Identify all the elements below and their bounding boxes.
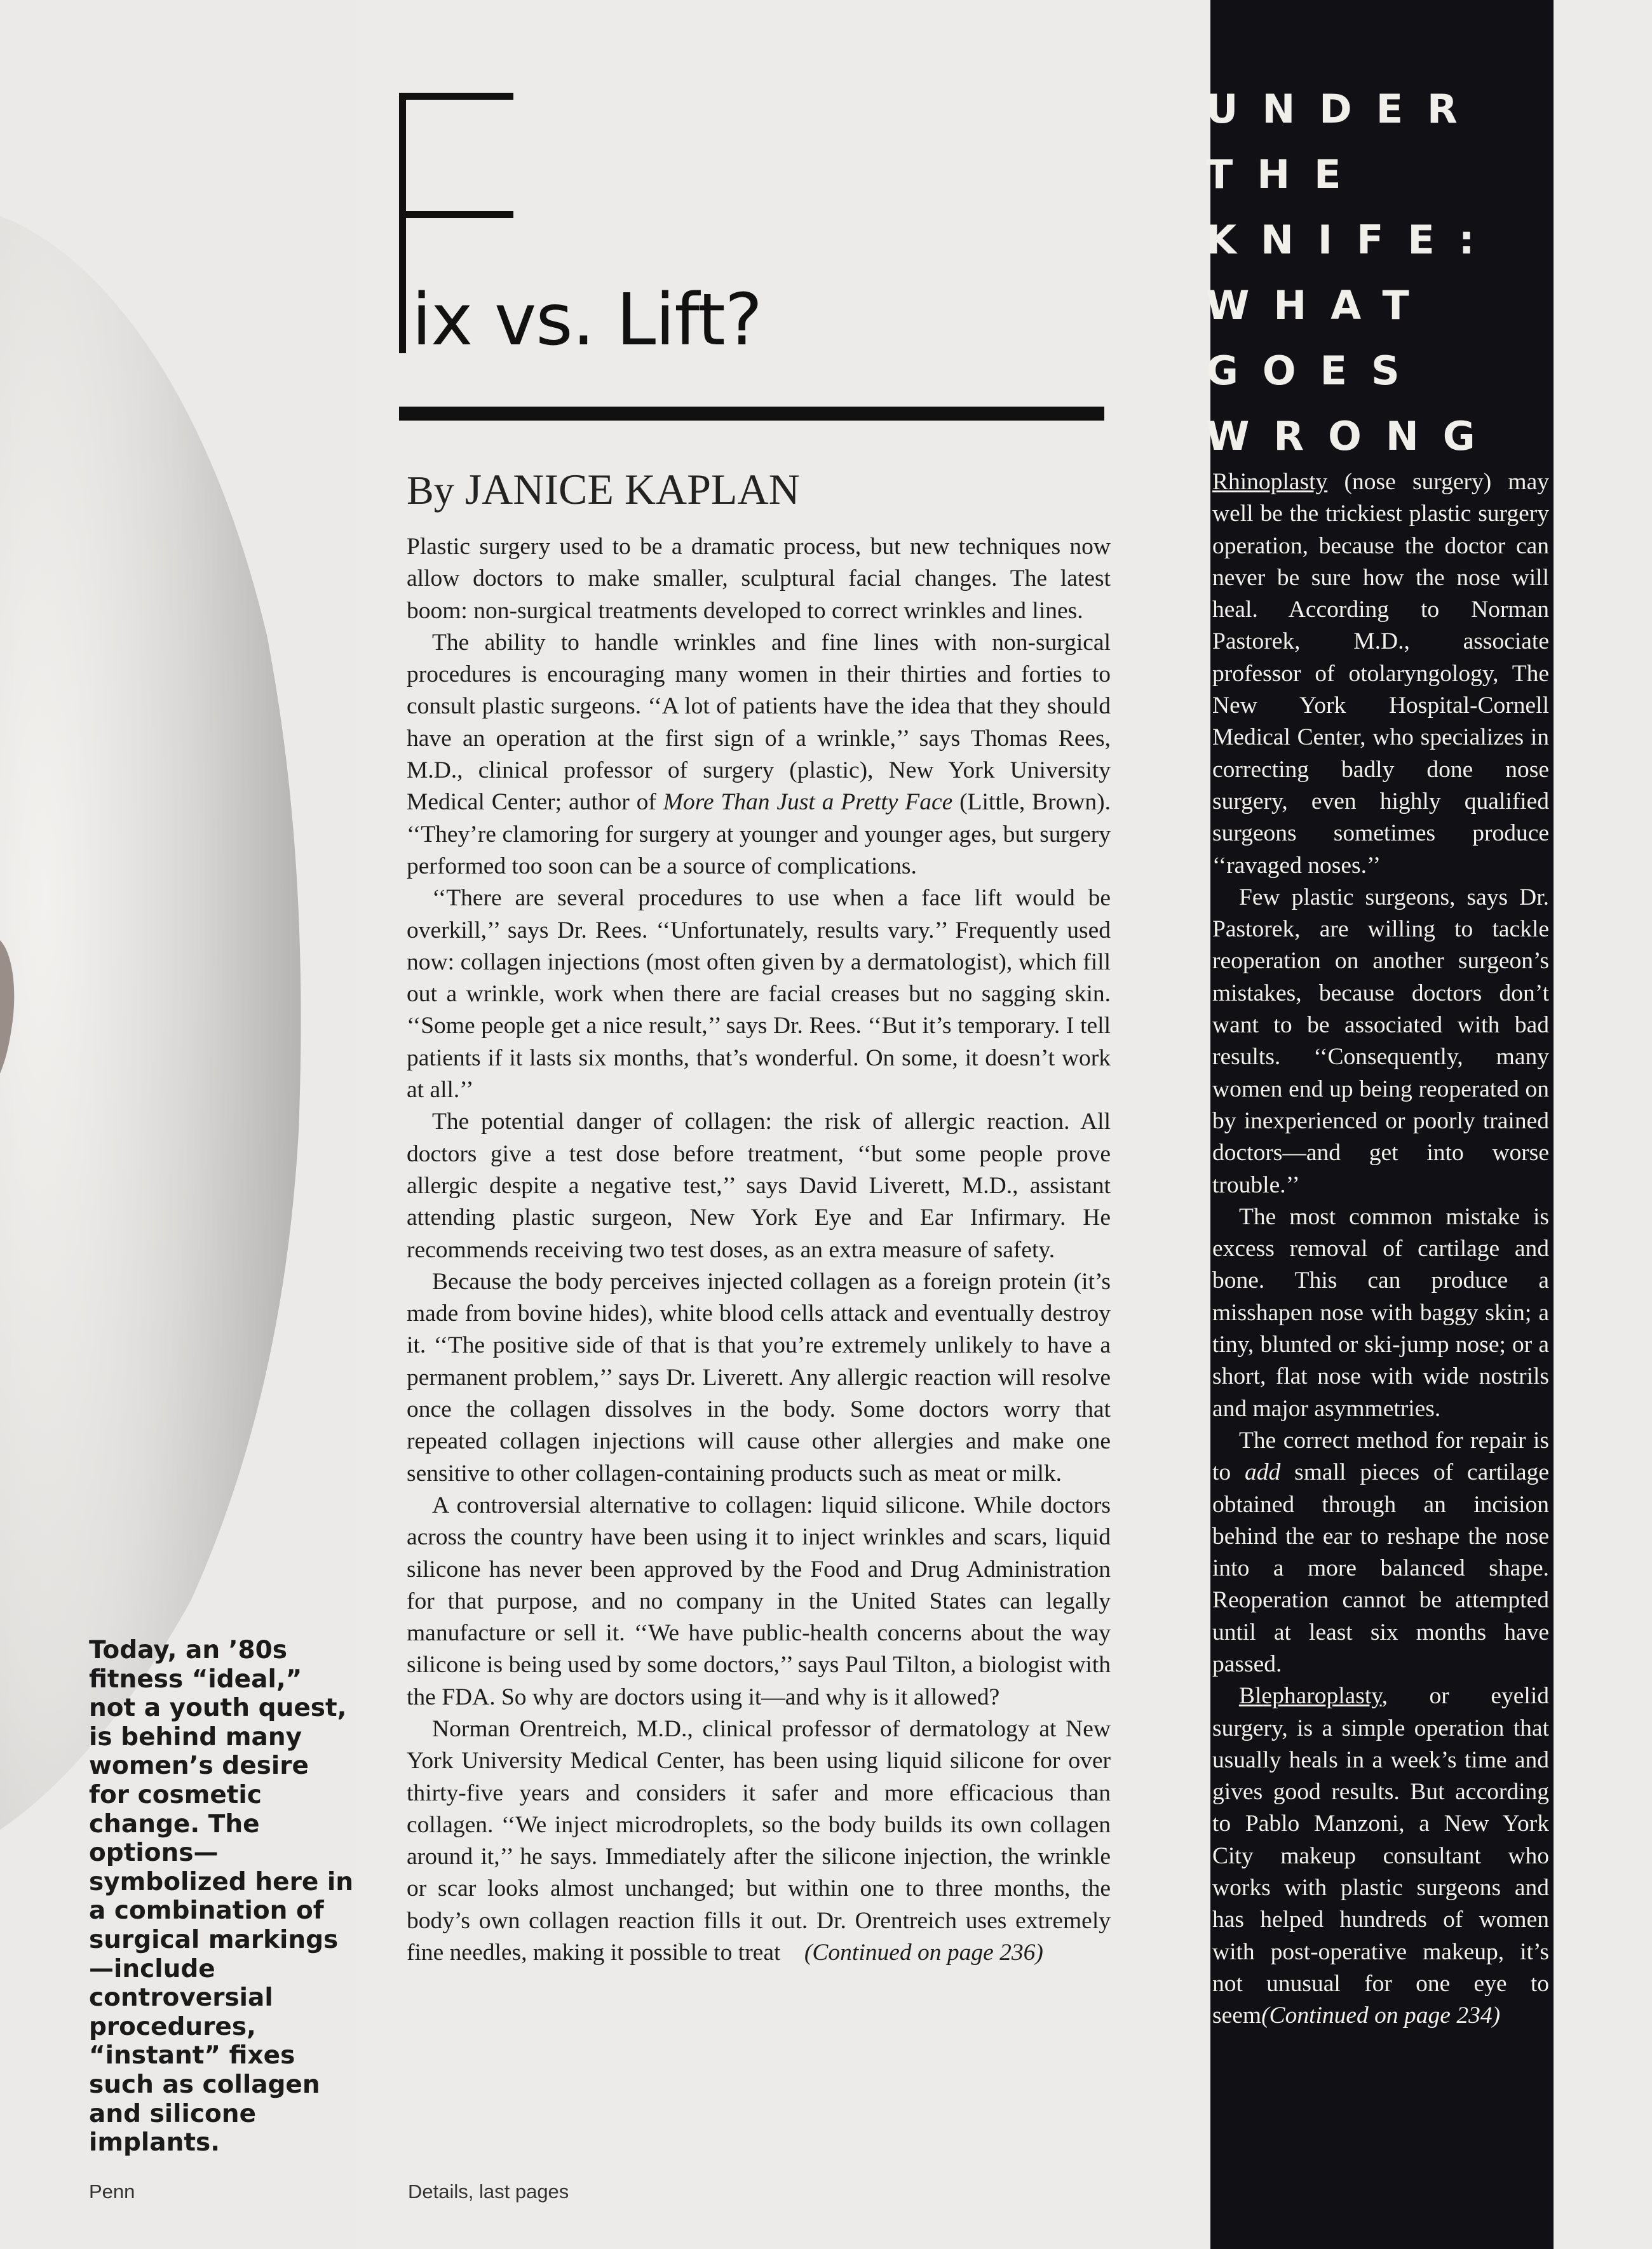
article-paragraph: The potential danger of collagen: the risk of allergic reaction. All doctors give a test dose before treatment, ‘‘but some people prove allergic despite a negative test,’’ says David Liverett, M.D., assistant attending plastic surgeon, New York Eye and Ear Infirmary. He recommends receiving two test doses, as an extra measure of safety.	[407, 1109, 1111, 1263]
byline	[407, 465, 800, 515]
title-divider	[399, 407, 1104, 421]
sidebar-continued-jump-link[interactable]: (Continued on page 234)	[1261, 2002, 1501, 2029]
article-text: Norman Orentreich, M.D., clinical professor of dermatology at New York University Medical Center, has been using liquid silicone for over thirty-five years and considers it safer and more efficacious than collagen. ‘‘We inject microdroplets, so the body builds its own collagen around it,’’ he says. Immediately after the silicone injection, the wrinkle or scar looks almost unchanged; but within one to three months, the body’s own collagen reaction fills it out. Dr. Orentreich uses extremely fine needles, making it possible to treat	[407, 1715, 1111, 1966]
article-paragraph: Because the body perceives injected collagen as a foreign protein (it’s made from bovine hides), white blood cells attack and eventually destroy it. ‘‘The positive side of that is that you’re extremely unlikely to have a permanent problem,’’ says Dr. Liverett. Any allergic reaction will resolve once the collagen dissolves in the body. Some doctors worry that repeated collagen injections will cause other allergies and make one sensitive to other collagen-containing products such as meat or milk.	[407, 1268, 1111, 1487]
article-body	[407, 531, 1111, 1969]
sidebar-heading	[1206, 76, 1511, 469]
title-initial-f-middle-bar	[399, 211, 513, 218]
sidebar-text: small pieces of cartilage obtained through an incision behind the ear to reshape the nose into a more balanced shape. Reoperation cannot be attempted until at least six months have passed.	[1212, 1459, 1550, 1677]
article-text: The ability to handle wrinkles and fine lines with non-surgical procedures is encouraging many women in their thirties and forties to consult plastic surgeons. ‘‘A lot of patients have the idea that they should have an operation at the first sign of a wrinkle,’’ says Thomas Rees, M.D., clinical professor of surgery (plastic), New York University Medical Center; author of	[407, 629, 1111, 816]
article-paragraph: ‘‘There are several procedures to use when a face lift would be overkill,’’ says Dr. Rees. ‘‘Unfortunately, results vary.’’ Frequently used now: collagen injections (most often given by a dermatologist), which fill out a wrinkle, work when there are facial creases but no sagging skin. ‘‘Some people get a nice result,’’ says Dr. Rees. ‘‘But it’s temporary. I tell patients if it lasts six months, that’s wonderful. On some, it doesn’t work at all.’’	[407, 885, 1111, 1104]
sidebar-heading-line: THE	[1206, 151, 1365, 198]
title-text: ix vs. Lift?	[412, 279, 762, 361]
byline-prefix: By	[407, 468, 454, 513]
sidebar-paragraph: The most common mistake is excess removal of cartilage and bone. This can produce a misshapen nose with baggy skin; a tiny, blunted or ski-jump nose; or a short, flat nose with wide nostrils and major asymmetries.	[1212, 1203, 1549, 1422]
article-paragraph: A controversial alternative to collagen: liquid silicone. While doctors across the country have been using it to inject wrinkles and scars, liquid silicone has never been approved by the Food and Drug Administration for that purpose, and no company in the United States can legally manufacture or sell it. ‘‘We have public-health concerns about the way silicone is being used by some doctors,’’ says Paul Tilton, a biologist with the FDA. So why are doctors using it—and why is it allowed?	[407, 1492, 1111, 1710]
book-title: More Than Just a Pretty Face	[663, 789, 953, 816]
article-text: (Little, Brown). ‘‘They’re clamoring for surgery at younger and younger ages, but surgery performed too soon can be a source of complications.	[407, 789, 1111, 879]
term-rhinoplasty: Rhinoplasty	[1212, 469, 1328, 495]
sidebar-heading-line: KNIFE:	[1206, 217, 1499, 263]
sidebar-body	[1212, 466, 1549, 2032]
title-initial-f-stem	[399, 93, 406, 353]
photo-caption: Today, an ’80s fitness “ideal,” not a youth quest, is behind many women’s desire for cosmetic change. The options—symbolized here in a combination of surgical markings—include controversial procedures, “instant” fixes such as collagen and silicone implants.	[89, 1636, 353, 2158]
photo-credit: Penn	[89, 2180, 135, 2203]
sidebar-paragraph	[1212, 1425, 1549, 1680]
article-title	[399, 89, 1111, 361]
byline-author: JANICE KAPLAN	[464, 465, 800, 513]
sidebar-text: (nose surgery) may well be the trickiest plastic surgery operation, because the doctor can never be sure how the nose will heal. According to Norman Pastorek, M.D., associate professor of otolaryngology, The New York Hospital-Cornell Medical Center, who specializes in correcting badly done nose surgery, even highly qualified surgeons sometimes produce ‘‘ravaged noses.’’	[1212, 469, 1549, 879]
article-paragraph	[407, 1713, 1111, 1969]
sidebar-text: , or eyelid surgery, is a simple operation that usually heals in a week’s time and gives good results. But according to Pablo Manzoni, a New York City makeup consultant who works with plastic surgeons and has helped hundreds of women with post-operative makeup, it’s not unusual for one eye to seem	[1212, 1683, 1549, 2029]
sidebar-text: The correct method for repair is to	[1212, 1427, 1549, 1486]
sidebar-heading-line: GOES	[1206, 348, 1424, 394]
sidebar-heading-line: UNDER	[1206, 86, 1482, 132]
sidebar-heading-line: WRONG	[1206, 413, 1500, 459]
emphasis-add: add	[1245, 1459, 1281, 1486]
sidebar-heading-line: WHAT	[1206, 282, 1433, 328]
article-paragraph	[407, 627, 1111, 882]
page-credit: Details, last pages	[408, 2180, 569, 2203]
sidebar-paragraph	[1212, 1680, 1549, 2032]
title-initial-f-top-bar	[399, 93, 513, 100]
sidebar-paragraph: Few plastic surgeons, says Dr. Pastorek, are willing to tackle reoperation on another surgeon’s mistakes, because doctors don’t want to be associated with bad results. ‘‘Consequently, many women end up being reoperated on by inexperienced or poorly trained doctors—and get into worse trouble.’’	[1212, 884, 1549, 1198]
continued-jump-link[interactable]: (Continued on page 236)	[804, 1940, 1043, 1966]
sidebar-paragraph	[1212, 466, 1549, 882]
article-paragraph: Plastic surgery used to be a dramatic process, but new techniques now allow doctors to make smaller, sculptural facial changes. The latest boom: non-surgical treatments developed to correct wrinkles and lines.	[407, 534, 1111, 624]
term-blepharoplasty: Blepharoplasty	[1239, 1683, 1382, 1710]
